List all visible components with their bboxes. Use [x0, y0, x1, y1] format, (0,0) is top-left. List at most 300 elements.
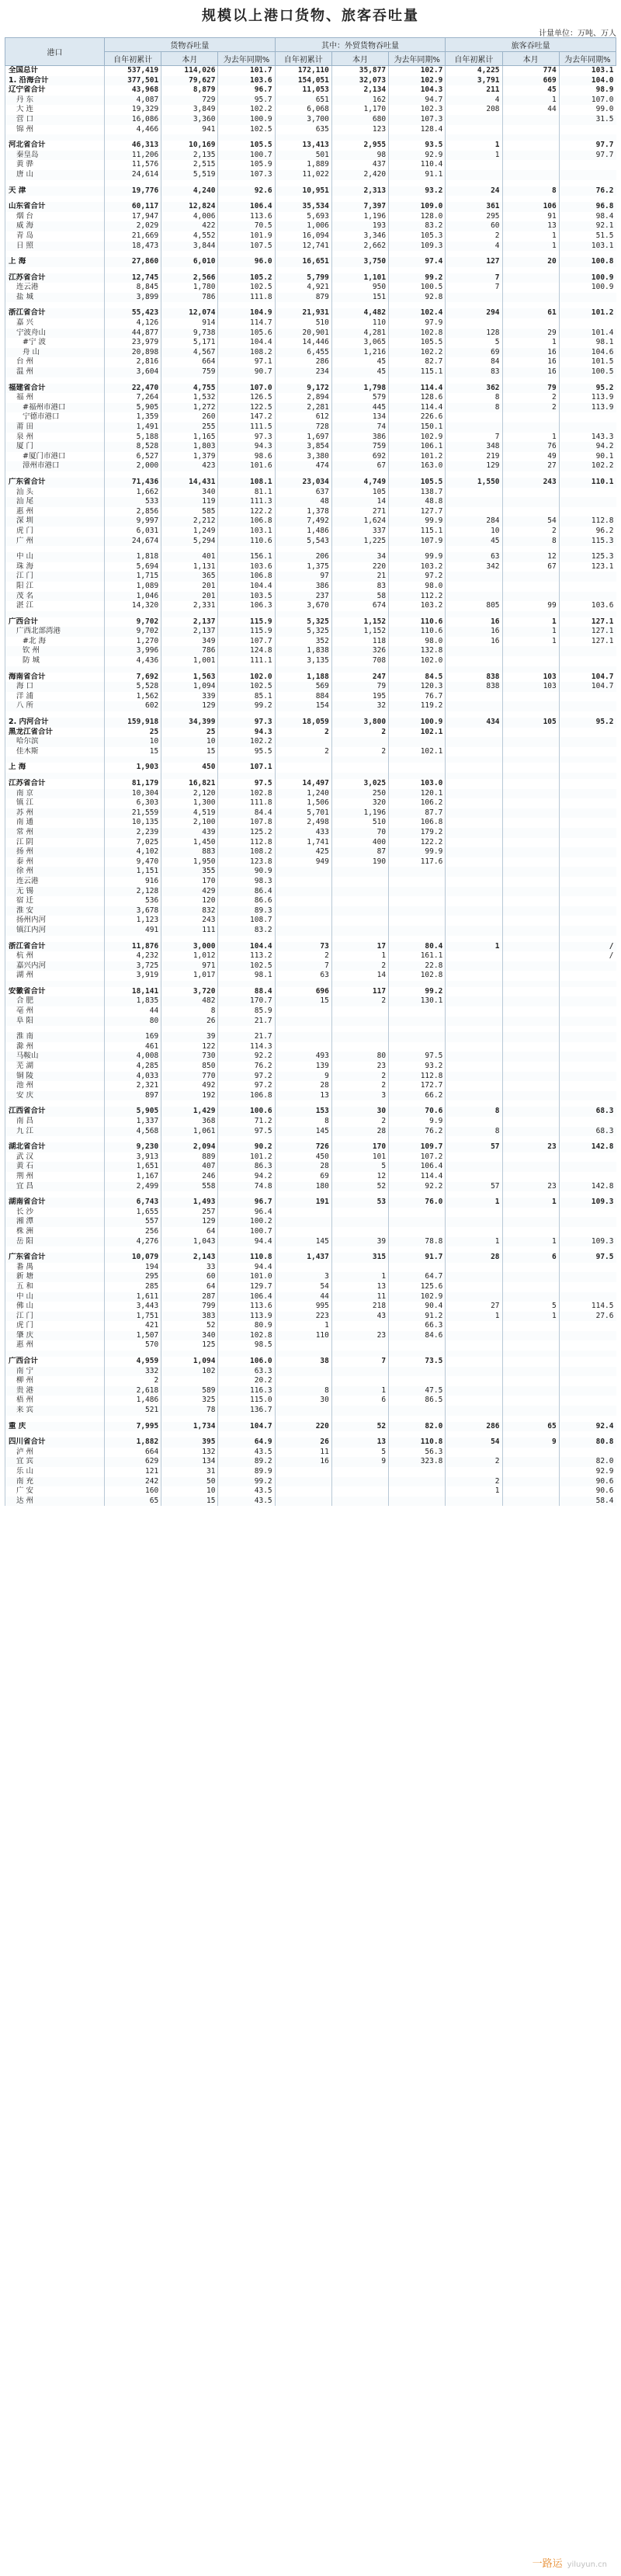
table-cell: 65: [502, 1422, 559, 1432]
table-cell: 8: [275, 1117, 331, 1127]
table-row: [5, 1117, 616, 1127]
table-cell: 879: [275, 293, 331, 303]
port-name: 肇 庆: [5, 1331, 105, 1341]
table-cell: 136.7: [218, 1406, 275, 1416]
table-cell: 20,898: [105, 348, 161, 358]
table-cell: 315: [331, 1253, 388, 1263]
table-cell: [275, 377, 331, 384]
table-cell: [502, 656, 559, 666]
table-cell: [559, 1340, 616, 1351]
table-cell: 100.2: [218, 1217, 275, 1227]
table-cell: 286: [446, 1422, 502, 1432]
table-cell: [161, 1246, 218, 1253]
table-row: [5, 682, 616, 692]
table-cell: 92.1: [559, 221, 616, 231]
port-name: 连云港: [5, 877, 105, 887]
table-cell: [275, 737, 331, 747]
port-name: 台 州: [5, 357, 105, 367]
table-cell: 80.8: [559, 1437, 616, 1448]
table-cell: [502, 987, 559, 997]
table-row: [5, 1272, 616, 1282]
table-cell: 127.7: [389, 507, 446, 517]
table-cell: 4,232: [105, 951, 161, 961]
table-cell: [559, 737, 616, 747]
port-name: 四川省合计: [5, 1437, 105, 1448]
table-cell: [502, 1357, 559, 1367]
table-row-spacer: [5, 756, 616, 763]
table-row: [5, 1331, 616, 1341]
table-cell: 219: [446, 452, 502, 462]
table-row: [5, 212, 616, 222]
port-name: #北 海: [5, 637, 105, 647]
table-cell: 5,701: [275, 808, 331, 819]
table-cell: [559, 728, 616, 738]
table-cell: [559, 887, 616, 897]
table-cell: 111.1: [218, 656, 275, 666]
table-cell: 63.3: [218, 1367, 275, 1377]
table-cell: [161, 1026, 218, 1032]
table-row: [5, 1217, 616, 1227]
table-cell: 7,397: [331, 202, 388, 212]
table-cell: 340: [161, 1331, 218, 1341]
table-cell: 195: [331, 692, 388, 702]
table-cell: [559, 773, 616, 779]
table-cell: 3,854: [275, 442, 331, 452]
table-cell: 121: [105, 1467, 161, 1477]
table-cell: 1,006: [275, 221, 331, 231]
table-cell: 1: [331, 951, 388, 961]
table-cell: [218, 981, 275, 987]
table-cell: 110.1: [559, 478, 616, 488]
table-cell: 3,700: [275, 115, 331, 125]
table-cell: 39: [161, 1032, 218, 1042]
table-cell: 90.6: [559, 1477, 616, 1487]
table-cell: 21: [331, 572, 388, 582]
table-row: [5, 656, 616, 666]
port-name: 湛 江: [5, 601, 105, 611]
table-row-spacer: [5, 377, 616, 384]
table-cell: 355: [161, 867, 218, 877]
table-row: [5, 1072, 616, 1082]
table-row: [5, 646, 616, 656]
table-cell: [502, 818, 559, 828]
table-cell: 1,780: [161, 283, 218, 293]
table-cell: 1,493: [161, 1198, 218, 1208]
table-row-total: [5, 308, 616, 318]
table-cell: 439: [161, 828, 218, 838]
table-cell: 4,033: [105, 1072, 161, 1082]
table-cell: [502, 728, 559, 738]
table-cell: [105, 196, 161, 202]
table-cell: [446, 1052, 502, 1062]
table-cell: 635: [275, 125, 331, 135]
table-cell: 1: [446, 1312, 502, 1322]
header-yoy: 为去年同期%: [218, 52, 275, 66]
table-cell: [105, 134, 161, 141]
table-cell: 94.3: [218, 728, 275, 738]
table-cell: 949: [275, 857, 331, 867]
table-cell: [502, 170, 559, 180]
table-cell: 104.6: [559, 348, 616, 358]
table-cell: 109.3: [559, 1198, 616, 1208]
table-cell: 57: [446, 1142, 502, 1152]
table-cell: 100.5: [559, 367, 616, 377]
table-cell: 533: [105, 497, 161, 507]
table-cell: 95.7: [218, 96, 275, 106]
port-name: 福 州: [5, 393, 105, 403]
table-cell: 103.1: [559, 242, 616, 252]
table-cell: 838: [446, 682, 502, 692]
table-cell: [559, 1367, 616, 1377]
table-cell: [559, 134, 616, 141]
table-cell: [559, 293, 616, 303]
table-cell: 142.8: [559, 1142, 616, 1152]
table-cell: [446, 711, 502, 718]
table-cell: 97.7: [559, 141, 616, 151]
table-cell: [218, 1100, 275, 1107]
table-row-total: [5, 1437, 616, 1448]
table-cell: 24,614: [105, 170, 161, 180]
table-cell: 159,918: [105, 718, 161, 728]
table-cell: [331, 1497, 388, 1507]
table-cell: 105.9: [218, 160, 275, 170]
table-cell: [105, 180, 161, 186]
port-name: [5, 471, 105, 478]
port-name: 山东省合计: [5, 202, 105, 212]
table-cell: [502, 125, 559, 135]
table-cell: 101.6: [218, 461, 275, 471]
table-row: [5, 1282, 616, 1292]
table-cell: 16: [446, 627, 502, 637]
table-cell: [502, 1127, 559, 1137]
unit-note: 计量单位：万吨、万人: [539, 30, 616, 38]
port-name: 中 山: [5, 552, 105, 562]
table-cell: [446, 1340, 502, 1351]
table-cell: [446, 1282, 502, 1292]
table-cell: 3: [331, 1091, 388, 1101]
table-cell: 90.2: [218, 1142, 275, 1152]
table-cell: 201: [161, 582, 218, 592]
table-cell: 8: [446, 393, 502, 403]
table-cell: 63: [275, 971, 331, 981]
table-cell: 102.7: [389, 66, 446, 76]
table-cell: [559, 808, 616, 819]
port-name: #厦门市港口: [5, 452, 105, 462]
table-cell: 8,845: [105, 283, 161, 293]
table-cell: 73: [275, 942, 331, 952]
table-cell: 51.5: [559, 231, 616, 242]
table-cell: 295: [446, 212, 502, 222]
table-cell: 1,196: [331, 808, 388, 819]
table-cell: 102.9: [389, 76, 446, 86]
table-cell: 103.5: [218, 592, 275, 602]
table-cell: 1: [502, 617, 559, 627]
table-cell: [331, 1032, 388, 1042]
table-cell: [275, 1351, 331, 1357]
table-cell: 4,466: [105, 125, 161, 135]
table-cell: [559, 906, 616, 916]
table-cell: 113.2: [218, 951, 275, 961]
table-cell: 339: [161, 692, 218, 702]
table-cell: 170: [331, 1142, 388, 1152]
table-cell: 664: [161, 357, 218, 367]
table-row: [5, 562, 616, 572]
table-cell: 20.2: [218, 1376, 275, 1386]
table-cell: 58: [331, 592, 388, 602]
table-cell: 68.3: [559, 1127, 616, 1137]
port-name: 广西合计: [5, 1357, 105, 1367]
table-cell: [502, 1217, 559, 1227]
table-cell: 129: [161, 701, 218, 711]
table-cell: [446, 412, 502, 422]
table-cell: [502, 1431, 559, 1437]
table-row: [5, 961, 616, 972]
table-cell: [502, 1386, 559, 1396]
port-name: 杭 州: [5, 951, 105, 961]
table-cell: 16: [446, 637, 502, 647]
table-cell: 5: [446, 338, 502, 348]
table-cell: 31: [161, 1467, 218, 1477]
table-cell: [446, 1367, 502, 1377]
table-cell: [559, 1191, 616, 1198]
table-cell: 407: [161, 1162, 218, 1172]
table-row: [5, 1376, 616, 1386]
table-row: [5, 1052, 616, 1062]
port-name: 九 江: [5, 1127, 105, 1137]
table-cell: 18,141: [105, 987, 161, 997]
port-name: 株 洲: [5, 1227, 105, 1237]
table-cell: [446, 692, 502, 702]
table-cell: [161, 471, 218, 478]
table-cell: 16: [446, 617, 502, 627]
table-cell: 163.0: [389, 461, 446, 471]
table-cell: 2,239: [105, 828, 161, 838]
table-cell: 243: [161, 916, 218, 926]
table-cell: 120: [161, 896, 218, 906]
table-cell: 2: [331, 1072, 388, 1082]
table-cell: [559, 1406, 616, 1416]
table-cell: 14,320: [105, 601, 161, 611]
table-cell: [559, 546, 616, 552]
table-cell: 2: [331, 996, 388, 1006]
table-cell: [502, 422, 559, 433]
table-cell: 320: [331, 798, 388, 808]
table-cell: 98.9: [559, 85, 616, 96]
table-row-total: [5, 273, 616, 283]
table-cell: 664: [105, 1448, 161, 1458]
table-cell: 1: [502, 1198, 559, 1208]
table-cell: 15: [105, 747, 161, 757]
table-cell: 97.2: [389, 572, 446, 582]
table-cell: [161, 1431, 218, 1437]
table-cell: [502, 141, 559, 151]
table-cell: [389, 763, 446, 773]
table-cell: 7: [446, 283, 502, 293]
table-cell: 1: [446, 942, 502, 952]
table-cell: [331, 1136, 388, 1142]
table-row: [5, 125, 616, 135]
table-row-spacer: [5, 180, 616, 186]
table-cell: [331, 471, 388, 478]
table-row: [5, 527, 616, 537]
table-cell: 2,662: [331, 242, 388, 252]
table-cell: 114.4: [389, 384, 446, 394]
table-cell: 421: [105, 1321, 161, 1331]
table-cell: 7,492: [275, 516, 331, 527]
table-cell: [389, 1227, 446, 1237]
table-cell: 46,313: [105, 141, 161, 151]
table-cell: [502, 582, 559, 592]
table-cell: 97: [275, 572, 331, 582]
table-cell: [105, 1351, 161, 1357]
port-name: 江西省合计: [5, 1107, 105, 1117]
table-cell: 1,662: [105, 488, 161, 498]
table-cell: 191: [275, 1198, 331, 1208]
table-cell: [502, 951, 559, 961]
port-name: [5, 756, 105, 763]
table-cell: [559, 302, 616, 308]
table-cell: [502, 115, 559, 125]
table-cell: 3,849: [161, 105, 218, 115]
port-name: 宁德市港口: [5, 412, 105, 422]
port-name: 淮 南: [5, 1032, 105, 1042]
table-cell: 11: [331, 1292, 388, 1302]
table-cell: 145: [275, 1127, 331, 1137]
table-row: [5, 1172, 616, 1182]
table-cell: 570: [105, 1340, 161, 1351]
table-row: [5, 1486, 616, 1497]
table-cell: 2: [275, 951, 331, 961]
table-cell: 64: [161, 1282, 218, 1292]
table-cell: 94.3: [218, 442, 275, 452]
table-row-total: [5, 987, 616, 997]
table-cell: 3,913: [105, 1152, 161, 1163]
table-cell: [446, 1117, 502, 1127]
table-cell: [275, 180, 331, 186]
table-cell: 342: [446, 562, 502, 572]
table-cell: [502, 1017, 559, 1027]
table-cell: [559, 180, 616, 186]
table-cell: 883: [161, 847, 218, 857]
table-cell: 103: [502, 673, 559, 683]
table-cell: 629: [105, 1457, 161, 1467]
table-cell: 9.9: [389, 1117, 446, 1127]
table-cell: 5,693: [275, 212, 331, 222]
table-cell: 1,550: [446, 478, 502, 488]
table-cell: 14,431: [161, 478, 218, 488]
table-cell: 2: [275, 728, 331, 738]
port-name: 黑龙江省合计: [5, 728, 105, 738]
table-cell: [502, 887, 559, 897]
table-cell: [502, 572, 559, 582]
table-cell: 850: [161, 1062, 218, 1072]
table-cell: 106.8: [218, 572, 275, 582]
table-cell: 127.1: [559, 617, 616, 627]
port-name: 佳木斯: [5, 747, 105, 757]
table-cell: 118: [331, 637, 388, 647]
port-name: 泰 州: [5, 857, 105, 867]
table-cell: 1: [331, 1386, 388, 1396]
table-row-spacer: [5, 267, 616, 273]
table-cell: /: [559, 951, 616, 961]
table-cell: 102.5: [218, 961, 275, 972]
port-name: 合 肥: [5, 996, 105, 1006]
port-name: 安徽省合计: [5, 987, 105, 997]
table-row: [5, 1032, 616, 1042]
port-name: 海 口: [5, 682, 105, 692]
table-cell: [389, 926, 446, 936]
table-cell: 80.9: [218, 1321, 275, 1331]
table-cell: [218, 267, 275, 273]
table-cell: [446, 877, 502, 887]
table-cell: 437: [331, 160, 388, 170]
table-cell: 92.4: [559, 1422, 616, 1432]
table-cell: [446, 1246, 502, 1253]
table-cell: 386: [331, 433, 388, 443]
table-cell: 105: [502, 718, 559, 728]
table-cell: 423: [161, 461, 218, 471]
table-cell: 950: [331, 283, 388, 293]
table-cell: [389, 611, 446, 617]
table-cell: [446, 196, 502, 202]
table-cell: [161, 1351, 218, 1357]
table-cell: 510: [275, 318, 331, 329]
table-row: [5, 537, 616, 547]
table-cell: 2: [446, 231, 502, 242]
port-name: 黄 石: [5, 1162, 105, 1172]
table-row: [5, 1081, 616, 1091]
table-cell: 154,051: [275, 76, 331, 86]
table-cell: [446, 773, 502, 779]
table-cell: [331, 773, 388, 779]
port-name: 南 昌: [5, 1117, 105, 1127]
table-cell: [105, 981, 161, 987]
table-row: [5, 461, 616, 471]
table-cell: 103.6: [559, 601, 616, 611]
table-cell: 83: [446, 367, 502, 377]
table-cell: [446, 318, 502, 329]
table-row: [5, 737, 616, 747]
port-name: 丹 东: [5, 96, 105, 106]
table-cell: 332: [105, 1367, 161, 1377]
table-cell: 110.8: [389, 1437, 446, 1448]
port-name: 盐 城: [5, 293, 105, 303]
table-cell: [446, 1100, 502, 1107]
table-cell: 2,134: [331, 85, 388, 96]
port-name: [5, 1246, 105, 1253]
table-cell: 422: [161, 221, 218, 231]
table-cell: [275, 1263, 331, 1273]
table-cell: 18,059: [275, 718, 331, 728]
table-cell: [502, 1006, 559, 1017]
table-cell: [218, 302, 275, 308]
table-cell: 120.1: [389, 789, 446, 799]
table-cell: 13: [331, 1282, 388, 1292]
table-cell: 271: [331, 507, 388, 517]
table-cell: [105, 546, 161, 552]
table-cell: 1,375: [275, 562, 331, 572]
table-cell: [559, 170, 616, 180]
table-cell: 5,171: [161, 338, 218, 348]
table-cell: [502, 488, 559, 498]
table-cell: 97.5: [218, 779, 275, 789]
table-cell: 1: [502, 627, 559, 637]
table-cell: [331, 1416, 388, 1422]
port-name: [5, 611, 105, 617]
table-cell: 7,692: [105, 673, 161, 683]
table-cell: [105, 936, 161, 942]
table-cell: 1,378: [275, 507, 331, 517]
